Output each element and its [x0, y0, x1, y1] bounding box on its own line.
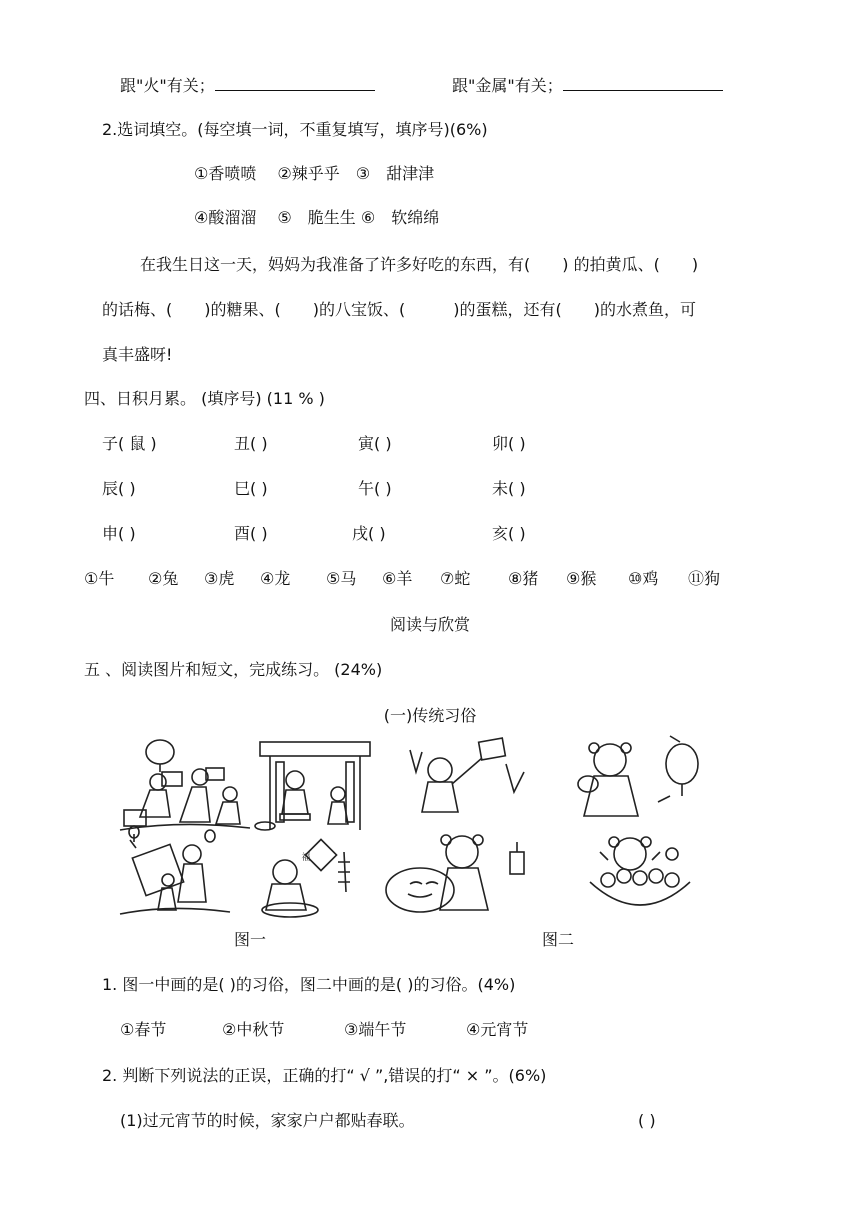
animal-option: ⑤马 [326, 569, 357, 588]
girl-with-tangyuan-illustration [386, 835, 524, 912]
zodiac-you[interactable]: 酉( ) [234, 524, 268, 543]
family-carrying-gifts-illustration [120, 740, 250, 830]
animal-option: ⑪狗 [688, 569, 721, 588]
figure2-label: 图二 [542, 930, 575, 949]
section4-title: 四、日积月累。 (填序号) (11 % ) [84, 389, 325, 408]
section5-q2: 2. 判断下列说法的正误，正确的打“ √ ”,错误的打“ × ”。(6%) [102, 1066, 547, 1085]
metal-label: 跟"金属"有关； [452, 76, 563, 95]
animal-option: ①牛 [84, 569, 115, 588]
zodiac-wu[interactable]: 午( ) [358, 479, 392, 498]
zodiac-wei[interactable]: 未( ) [492, 479, 526, 498]
fire-line [120, 74, 375, 97]
zodiac-yin[interactable]: 寅( ) [358, 434, 392, 453]
animal-option: ④龙 [260, 569, 291, 588]
fu-character: 福 [301, 853, 311, 863]
zodiac-zi[interactable]: 子( 鼠 ) [102, 434, 157, 453]
animal-option: ⑧猪 [508, 569, 539, 588]
animal-option: ③虎 [204, 569, 235, 588]
zodiac-shen[interactable]: 申( ) [102, 524, 136, 543]
q2-paragraph-line2: 的话梅、( )的糖果、( )的八宝饭、( )的蛋糕，还有( )的水煮鱼，可 [102, 300, 696, 319]
fire-answer-blank[interactable] [215, 74, 375, 91]
figure1-label: 图一 [234, 930, 267, 949]
animal-option: ⑨猴 [566, 569, 597, 588]
fire-label: 跟"火"有关； [120, 76, 215, 95]
metal-answer-blank[interactable] [563, 74, 723, 91]
zodiac-xu[interactable]: 戌( ) [352, 524, 386, 543]
zodiac-si[interactable]: 巳( ) [234, 479, 268, 498]
festival-option: ③端午节 [344, 1020, 407, 1039]
section5-q1: 1. 图一中画的是( )的习俗，图二中画的是( )的习俗。(4%) [102, 975, 516, 994]
q2-item1-answer[interactable]: ( ) [638, 1111, 656, 1130]
metal-line [452, 74, 723, 97]
festival-option: ②中秋节 [222, 1020, 285, 1039]
zodiac-chen[interactable]: 辰( ) [102, 479, 136, 498]
q2-options-row2: ④酸溜溜 ⑤ 脆生生 ⑥ 软绵绵 [194, 208, 440, 227]
making-dumplings-illustration [262, 839, 350, 917]
animal-option: ⑦蛇 [440, 569, 471, 588]
section5-subtitle: (一)传统习俗 [383, 706, 477, 725]
girl-on-bowl-illustration [590, 837, 690, 905]
customs-illustrations [110, 732, 710, 922]
animal-option: ②兔 [148, 569, 179, 588]
zodiac-mao[interactable]: 卯( ) [492, 434, 526, 453]
q2-options-row1: ①香喷喷 ②辣乎乎 ③ 甜津津 [194, 164, 435, 183]
reading-heading: 阅读与欣赏 [389, 615, 470, 634]
animal-option: ⑥羊 [382, 569, 413, 588]
pasting-couplets-illustration [255, 742, 370, 830]
animal-option: ⑩鸡 [628, 569, 659, 588]
girl-with-lantern-illustration [578, 736, 698, 816]
q2-title: 2.选词填空。(每空填一词，不重复填写，填序号)(6%) [102, 120, 488, 139]
zodiac-hai[interactable]: 亥( ) [492, 524, 526, 543]
child-with-box-illustration [410, 738, 524, 812]
fu-poster-illustration [120, 826, 230, 914]
q2-paragraph-line3: 真丰盛呀! [102, 345, 173, 364]
festival-option: ①春节 [120, 1020, 167, 1039]
section5-q2-item1: (1)过元宵节的时候，家家户户都贴春联。 [120, 1111, 415, 1130]
section5-title: 五 、阅读图片和短文，完成练习。 (24%) [84, 660, 383, 679]
zodiac-chou[interactable]: 丑( ) [234, 434, 268, 453]
q2-paragraph-line1: 在我生日这一天，妈妈为我准备了许多好吃的东西，有( ) 的拍黄瓜、( ) [140, 255, 699, 274]
festival-option: ④元宵节 [466, 1020, 529, 1039]
